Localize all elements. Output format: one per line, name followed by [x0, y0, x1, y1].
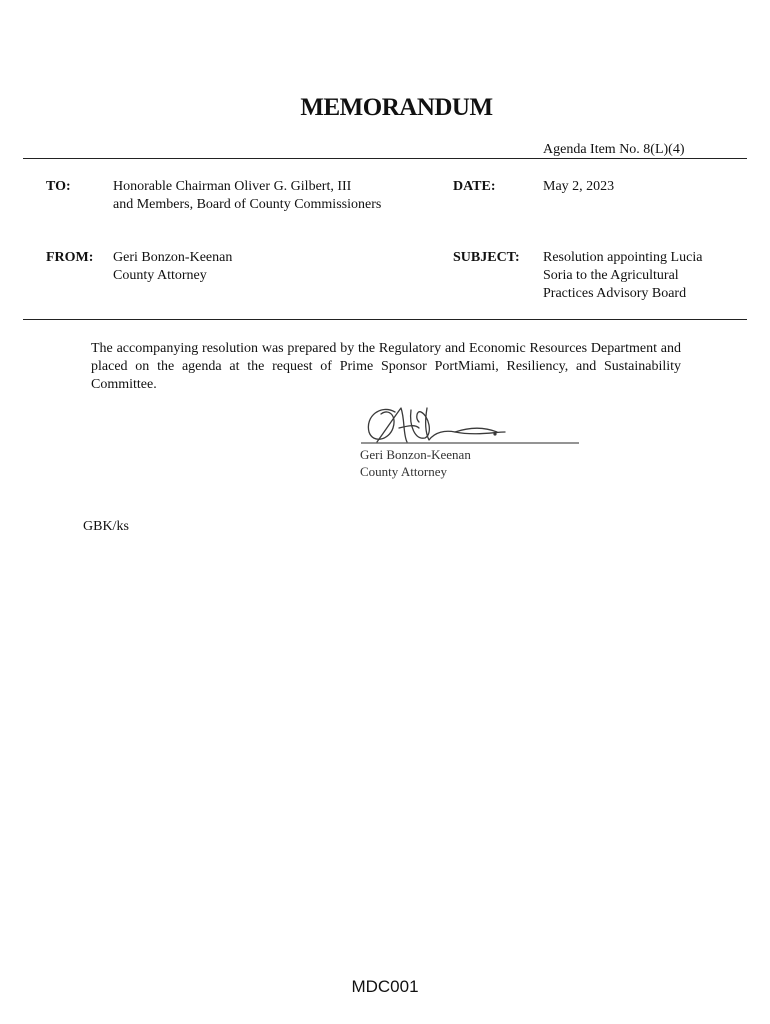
date-value: May 2, 2023 [543, 179, 615, 194]
subject-line-2: Soria to the Agricultural [543, 268, 679, 283]
to-line-2: and Members, Board of County Commissioners [113, 197, 382, 212]
to-line-1: Honorable Chairman Oliver G. Gilbert, III [113, 179, 352, 194]
from-label: FROM: [46, 250, 94, 265]
typist-initials: GBK/ks [83, 519, 129, 534]
agenda-item-number: Agenda Item No. 8(L)(4) [543, 142, 685, 157]
footer-document-code: MDC001 [351, 977, 419, 996]
subject-value [543, 249, 702, 303]
header-divider [23, 319, 747, 320]
signatory-title: County Attorney [360, 464, 448, 479]
to-recipient [113, 178, 381, 214]
signatory-name: Geri Bonzon-Keenan [360, 447, 471, 462]
subject-line-1: Resolution appointing Lucia [543, 250, 703, 265]
memo-title: MEMORANDUM [300, 94, 493, 121]
subject-label: SUBJECT: [453, 250, 520, 265]
from-line-2: County Attorney [113, 268, 207, 283]
from-sender [113, 249, 232, 285]
subject-line-3: Practices Advisory Board [543, 286, 687, 301]
body-paragraph: The accompanying resolution was prepared by the Regulatory and Economic Resources Department and placed on the agenda at the request of Prime Sponsor PortMiami, Resiliency, and Sustainability Committee. [91, 341, 681, 392]
to-label: TO: [46, 179, 71, 194]
top-divider [23, 158, 747, 159]
date-label: DATE: [453, 179, 496, 194]
from-line-1: Geri Bonzon-Keenan [113, 250, 233, 265]
handwritten-signature [355, 398, 585, 450]
